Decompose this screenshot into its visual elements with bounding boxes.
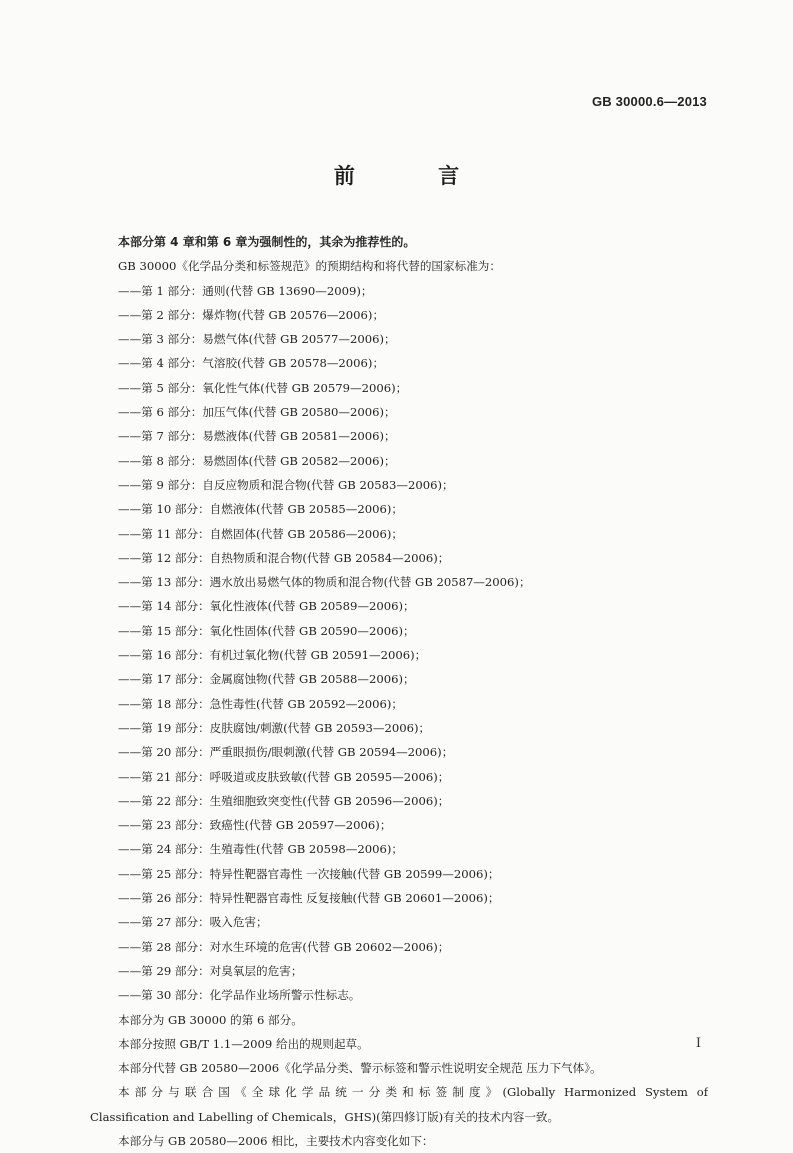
list-item: ——第 16 部分：有机过氧化物(代替 GB 20591—2006)； [118,648,427,663]
paragraph-part-number: 本部分为 GB 30000 的第 6 部分。 [118,1012,303,1027]
list-item: ——第 18 部分：急性毒性(代替 GB 20592—2006)； [118,696,404,711]
paragraph-changes-intro: 本部分与 GB 20580—2006 相比，主要技术内容变化如下： [118,1133,434,1148]
list-item: ——第 22 部分：生殖细胞致突变性(代替 GB 20596—2006)； [118,793,450,808]
list-item: ——第 2 部分：爆炸物(代替 GB 20576—2006)； [118,307,385,322]
list-item: ——第 7 部分：易燃液体(代替 GB 20581—2006)； [118,429,396,444]
list-item: ——第 20 部分：严重眼损伤/眼刺激(代替 GB 20594—2006)； [118,745,454,760]
list-item: ——第 8 部分：易燃固体(代替 GB 20582—2006)； [118,453,396,468]
list-item: ——第 13 部分：遇水放出易燃气体的物质和混合物(代替 GB 20587—2006)； [118,575,531,590]
standard-code: GB 30000.6—2013 [591,94,707,109]
list-item: ——第 24 部分：生殖毒性(代替 GB 20598—2006)； [118,842,404,857]
list-item: ——第 15 部分：氧化性固体(代替 GB 20590—2006)； [118,623,415,638]
list-item: ——第 9 部分：自反应物质和混合物(代替 GB 20583—2006)； [118,477,454,492]
list-item: ——第 1 部分：通则(代替 GB 13690—2009)； [118,283,373,298]
foreword-body [90,230,708,1153]
paragraph-structure-intro: GB 30000《化学品分类和标签规范》的预期结构和将代替的国家标准为： [118,259,501,274]
list-item: ——第 25 部分：特异性靶器官毒性 一次接触(代替 GB 20599—2006)； [118,866,500,881]
list-item: ——第 6 部分：加压气体(代替 GB 20580—2006)； [118,405,396,420]
list-item: ——第 29 部分：对臭氧层的危害； [118,963,303,978]
list-item: ——第 10 部分：自燃液体(代替 GB 20585—2006)； [118,502,404,517]
paragraph-drafting-rules: 本部分按照 GB/T 1.1—2009 给出的规则起草。 [118,1036,369,1051]
list-item: ——第 28 部分：对水生环境的危害(代替 GB 20602—2006)； [118,939,450,954]
list-item: ——第 30 部分：化学品作业场所警示性标志。 [118,988,361,1003]
list-item: ——第 11 部分：自燃固体(代替 GB 20586—2006)； [118,526,404,541]
list-item: ——第 27 部分：吸入危害； [118,915,268,930]
list-item: ——第 17 部分：金属腐蚀物(代替 GB 20588—2006)； [118,672,415,687]
list-item: ——第 26 部分：特异性靶器官毒性 反复接触(代替 GB 20601—2006)； [118,891,500,906]
list-item: ——第 21 部分：呼吸道或皮肤致敏(代替 GB 20595—2006)； [118,769,450,784]
list-item: ——第 12 部分：自热物质和混合物(代替 GB 20584—2006)； [118,550,450,565]
page-number: I [695,1036,701,1051]
paragraph-replaces: 本部分代替 GB 20580—2006《化学品分类、警示标签和警示性说明安全规范 压力下气体》。 [118,1061,602,1076]
paragraph-ghs-consistency-line2: Classification and Labelling of Chemicals，GHS)(第四修订版)有关的技术内容一致。 [90,1109,560,1124]
list-item: ——第 3 部分：易燃气体(代替 GB 20577—2006)； [118,332,396,347]
list-item: ——第 5 部分：氧化性气体(代替 GB 20579—2006)； [118,380,408,395]
paragraph-mandatory-note: 本部分第 4 章和第 6 章为强制性的，其余为推荐性的。 [118,235,416,249]
page-title: 前 言 [333,164,498,188]
paragraph-ghs-consistency-line1: 本部分与联合国《全球化学品统一分类和标签制度》(Globally Harmonized System of [118,1085,708,1100]
list-item: ——第 14 部分：氧化性液体(代替 GB 20589—2006)； [118,599,415,614]
list-item: ——第 19 部分：皮肤腐蚀/刺激(代替 GB 20593—2006)； [118,720,431,735]
list-item: ——第 4 部分：气溶胶(代替 GB 20578—2006)； [118,356,385,371]
list-item: ——第 23 部分：致癌性(代替 GB 20597—2006)； [118,818,392,833]
